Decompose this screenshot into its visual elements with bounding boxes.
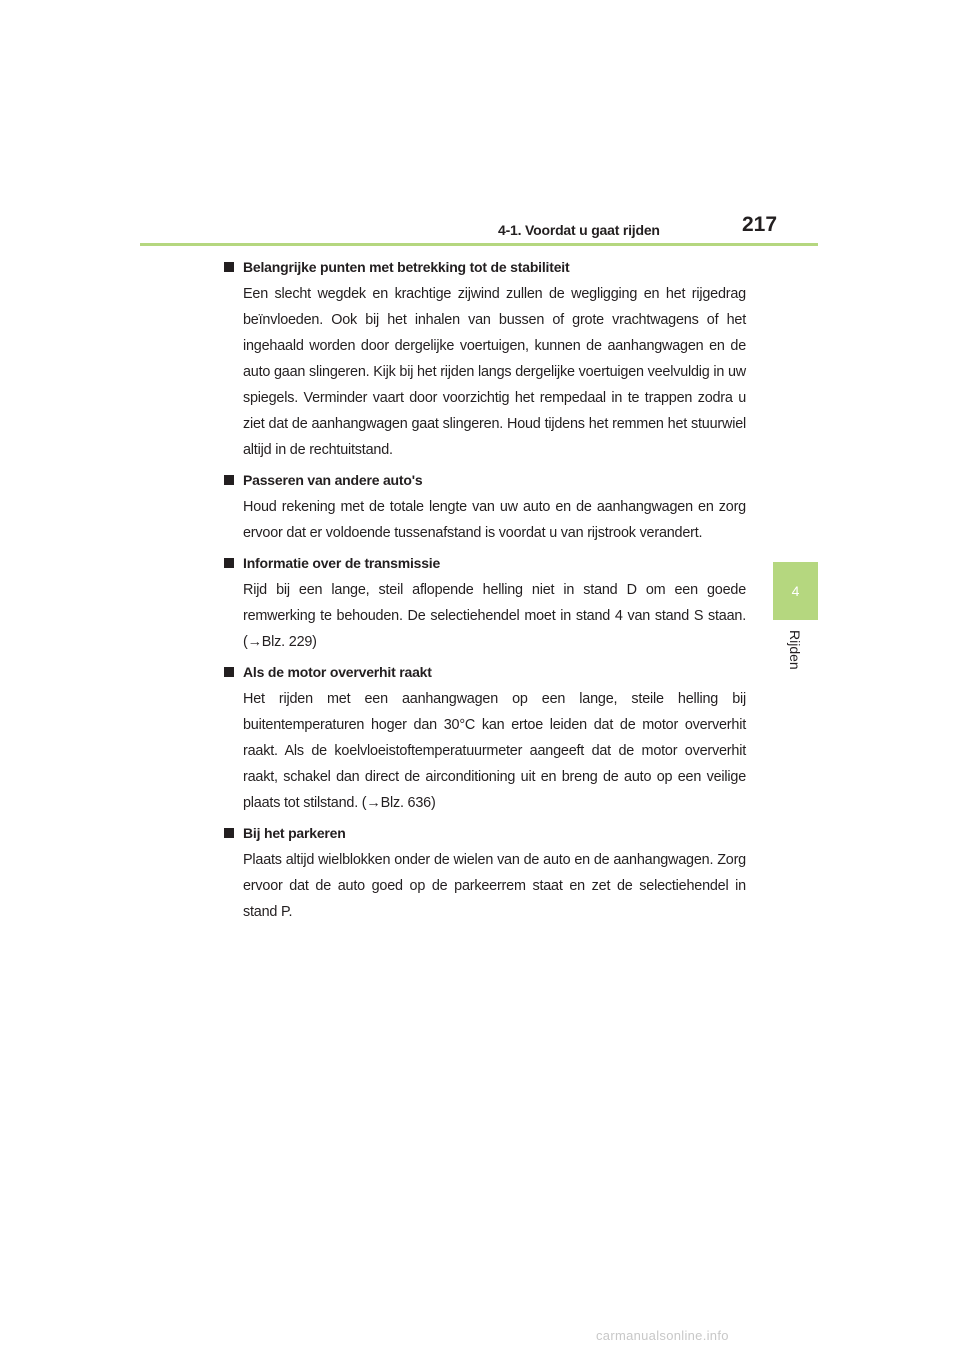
section-body: Het rijden met een aanhangwagen op een lange, steile helling bij buitentemperaturen hoger dan 30°C kan ertoe leiden dat de motor oververhit raakt. Als de koelvloeistoftemperatuurmeter aangeeft dat de motor oververhit raakt, schakel dan direct de airconditioning uit en breng de auto op een veilige plaats tot stilstand. (→Blz. 636) — [243, 691, 746, 811]
section-overheating — [224, 660, 746, 816]
section-heading-text: Informatie over de transmissie — [243, 555, 441, 571]
section-transmission — [224, 551, 746, 655]
section-heading — [224, 821, 746, 845]
square-bullet-icon — [224, 667, 234, 677]
header-divider — [140, 243, 818, 246]
section-heading — [224, 551, 746, 575]
chapter-tab: 4 — [773, 562, 818, 620]
section-body: Rijd bij een lange, steil aflopende helling niet in stand D om een goede remwerking te behouden. De selectiehendel moet in stand 4 van stand S staan. (→Blz. 229) — [243, 582, 746, 650]
section-heading — [224, 255, 746, 279]
section-heading-text: Bij het parkeren — [243, 825, 346, 841]
section-body: Houd rekening met de totale lengte van uw auto en de aanhangwagen en zorg ervoor dat er voldoende tussenafstand is voordat u van rijstrook verandert. — [243, 499, 746, 541]
section-parking — [224, 821, 746, 925]
page-number: 217 — [742, 213, 778, 236]
section-body: Een slecht wegdek en krachtige zijwind zullen de wegligging en het rijgedrag beïnvloeden. Ook bij het inhalen van bussen of grote vrachtwagens of het ingehaald worden door dergelijke voertuigen, kunnen de aanhangwagen en de auto gaan slingeren. Kijk bij het rijden langs dergelijke voertuigen veelvuldig in uw spiegels. Verminder vaart door voorzichtig het rempedaal in te trappen zodra u ziet dat de aanhangwagen gaat slingeren. Houd tijdens het remmen het stuurwiel altijd in de rechtuitstand. — [243, 286, 746, 458]
page-content — [224, 255, 746, 930]
watermark: carmanualsonline.info — [596, 1328, 729, 1343]
section-heading-text: Als de motor oververhit raakt — [243, 664, 432, 680]
section-title: 4-1. Voordat u gaat rijden — [498, 222, 660, 238]
section-heading — [224, 660, 746, 684]
section-body: Plaats altijd wielblokken onder de wielen van de auto en de aanhangwagen. Zorg ervoor dat de auto goed op de parkeerrem staat en zet de selectiehendel in stand P. — [243, 852, 746, 920]
square-bullet-icon — [224, 262, 234, 272]
square-bullet-icon — [224, 475, 234, 485]
section-heading — [224, 468, 746, 492]
square-bullet-icon — [224, 558, 234, 568]
section-heading-text: Belangrijke punten met betrekking tot de stabiliteit — [243, 259, 570, 275]
section-stability — [224, 255, 746, 463]
square-bullet-icon — [224, 828, 234, 838]
section-passing — [224, 468, 746, 546]
chapter-label: Rijden — [787, 630, 803, 670]
section-heading-text: Passeren van andere auto's — [243, 472, 423, 488]
